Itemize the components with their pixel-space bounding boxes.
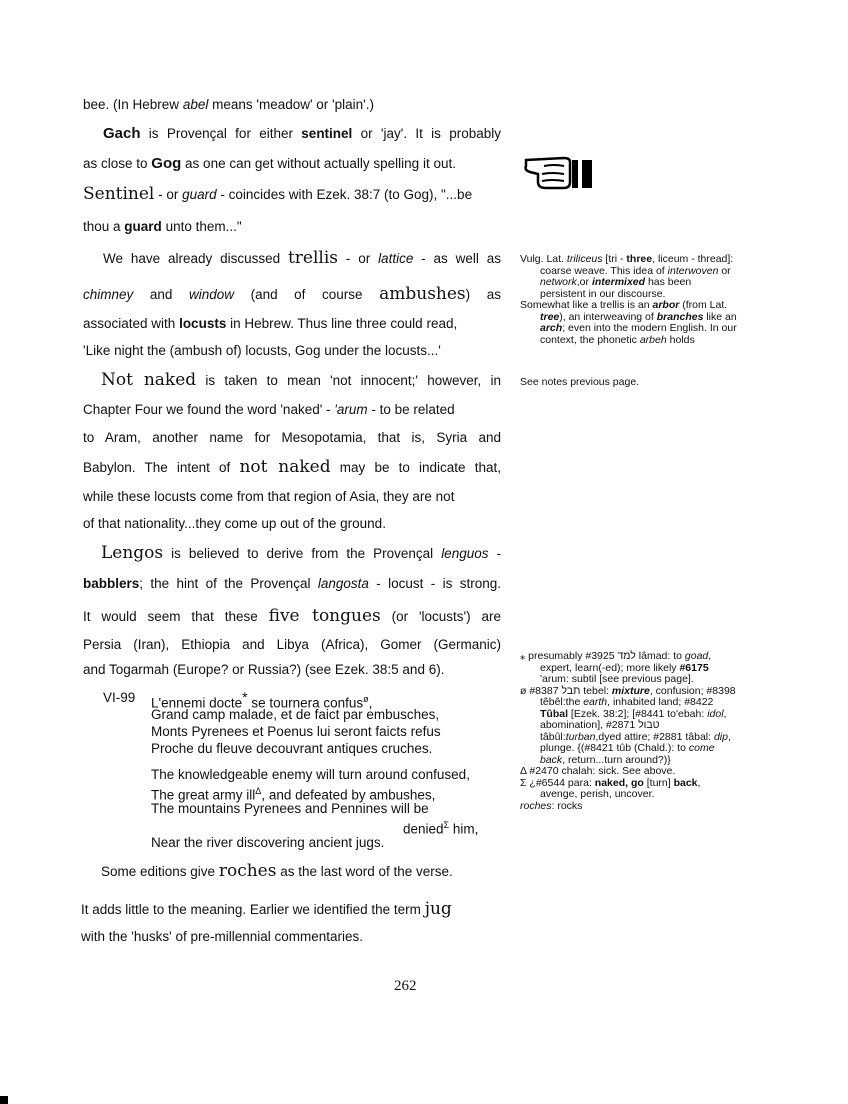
- verse-fr-3: Monts Pyrenees et Poenus lui seront faicts refus: [151, 724, 441, 739]
- body-line-14: while these locusts come from that region of Asia, they are not: [83, 489, 455, 504]
- body-line-10: Not naked is taken to mean 'not innocent;' however, in: [101, 370, 501, 390]
- body-line-20: and Togarmah (Europe? or Russia?) (see Ezek. 38:5 and 6).: [83, 662, 445, 677]
- body-line-9: 'Like night the (ambush of) locusts, Gog under the locusts...': [83, 343, 441, 358]
- body-line-2: Gach is Provençal for either sentinel or 'jay'. It is probably: [103, 125, 501, 142]
- body-line-22: It adds little to the meaning. Earlier we identified the term jug: [81, 899, 452, 919]
- verse-fr-1: L'ennemi docte* se tournera confus$^ø$,: [151, 689, 373, 711]
- body-line-17: babblers; the hint of the Provençal langosta - locust - is strong.: [83, 576, 501, 591]
- verse-fr-4: Proche du fleuve decouvrant antiques cruches.: [151, 741, 433, 756]
- verse-en-4: denied$^\Sigma$ him,: [403, 820, 479, 837]
- footnote-star: ⁎ presumably #3925 למד lâmad: to goad, expert, learn(-ed); more likely #6175 'arum: subtil [see previous page].: [520, 650, 712, 685]
- footnote-o: ø #8387 תבל tebel: mixture, confusion; #8398 têbêl:the earth, inhabited land; #8422 Tûbal [Ezek. 38:2]; [#8441 to'ebah: idol, abomination], #2871 טבול tâbûl:turban,dyed attire; #2881 tâbal: dip, plunge. {(#8421 tûb (Chald.): to come back, return...turn around?)}: [520, 684, 736, 766]
- body-line-8: associated with locusts in Hebrew. Thus line three could read,: [83, 316, 458, 331]
- verse-en-1: The knowledgeable enemy will turn around confused,: [151, 767, 470, 782]
- body-line-13: Babylon. The intent of not naked may be to indicate that,: [83, 457, 501, 477]
- body-line-1: bee. (In Hebrew abel means 'meadow' or 'plain'.): [83, 97, 374, 112]
- body-line-6: We have already discussed trellis - or lattice - as well as: [103, 248, 501, 268]
- verse-en-2: The great army ill$^\Delta$, and defeated by ambushes,: [151, 786, 436, 803]
- verse-en-5: Near the river discovering ancient jugs.: [151, 835, 385, 850]
- page-number: 262: [394, 978, 417, 994]
- body-line-19: Persia (Iran), Ethiopia and Libya (Africa), Gomer (Germanic): [83, 637, 501, 652]
- footnote-delta: Δ #2470 chalah: sick. See above.: [520, 765, 676, 777]
- side-note-trellis: Vulg. Lat. triliceus [tri - three, liceum - thread]: coarse weave. This idea of interwoven or network,or intermixed has been persistent in our discourse. Somewhat like a trellis is an arbor (from Lat. tree), an interweaving of branches like an arch; even into the modern English. In our context, the phonetic arbeh holds: [520, 253, 737, 346]
- side-footnotes: [520, 651, 738, 812]
- body-line-18: It would seem that these five tongues (or 'locusts') are: [83, 606, 501, 626]
- body-line-11: Chapter Four we found the word 'naked' - 'arum - to be related: [83, 402, 455, 417]
- body-line-4: Sentinel - or guard - coincides with Ezek. 38:7 (to Gog), "...be: [83, 184, 473, 204]
- verse-fr-2: Grand camp malade, et de faict par embusches,: [151, 707, 440, 722]
- verse-en-3: The mountains Pyrenees and Pennines will be: [151, 801, 429, 816]
- body-line-12: to Aram, another name for Mesopotamia, that is, Syria and: [83, 430, 501, 445]
- body-line-5: thou a guard unto them...": [83, 219, 242, 234]
- body-line-7: chimney and window (and of course ambushes) as: [83, 284, 501, 304]
- body-line-15: of that nationality...they come up out of the ground.: [83, 516, 386, 531]
- footnote-sigma: Σ ¿#6544 para: naked, go [turn] back, avenge, perish, uncover.: [520, 776, 701, 800]
- pointing-hand-icon: [524, 152, 596, 192]
- body-line-3: as close to Gog as one can get without actually spelling it out.: [83, 155, 456, 172]
- footnote-roches: roches: rocks: [520, 799, 583, 812]
- verse-ref: VI-99: [103, 690, 136, 705]
- scan-edge-mark: [0, 1096, 8, 1104]
- body-line-23: with the 'husks' of pre-millennial commentaries.: [81, 929, 364, 944]
- body-line-16: Lengos is believed to derive from the Provençal lenguos -: [101, 543, 502, 563]
- body-line-21: Some editions give roches as the last word of the verse.: [101, 861, 453, 881]
- side-note-previous: See notes previous page.: [520, 376, 640, 388]
